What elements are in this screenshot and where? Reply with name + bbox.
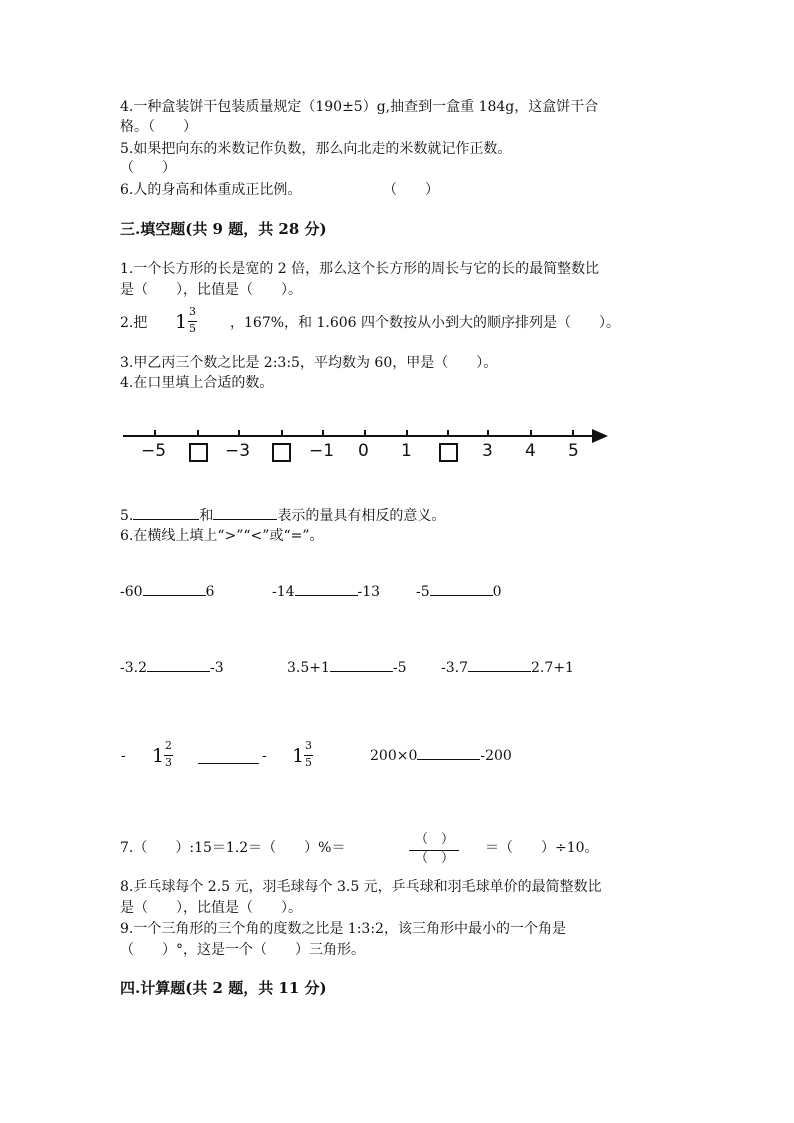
compare-left: 200×0 bbox=[370, 748, 418, 764]
compare-item bbox=[120, 581, 214, 602]
fraction-denominator: 3 bbox=[165, 756, 172, 769]
number-line-label: 3 bbox=[482, 441, 493, 461]
compare-right: 6 bbox=[205, 584, 215, 600]
compare-left: -60 bbox=[120, 584, 143, 600]
compare-item bbox=[287, 657, 407, 678]
compare-item bbox=[441, 657, 574, 678]
fraction-whole: 1 bbox=[152, 745, 165, 767]
fraction-whole: 1 bbox=[175, 311, 188, 333]
compare-right: -3 bbox=[210, 660, 224, 676]
fill-q7-numerator: （ ） bbox=[415, 832, 455, 847]
blank[interactable] bbox=[147, 657, 210, 672]
fraction-numerator: 3 bbox=[305, 739, 312, 752]
number-line-label: 0 bbox=[358, 441, 369, 461]
compare-sign: - bbox=[262, 748, 267, 764]
blank[interactable] bbox=[430, 581, 493, 596]
fill-q2-prefix: 2.把 bbox=[120, 315, 148, 331]
fill-q1-line1: 1.一个长方形的长是宽的 2 倍，那么这个长方形的周长与它的长的最简整数比 bbox=[120, 261, 600, 277]
judge-q5-line2: （ ） bbox=[120, 160, 176, 176]
compare-item bbox=[416, 581, 502, 602]
fill-q1-line2: 是（ ），比值是（ ）。 bbox=[120, 282, 302, 298]
blank[interactable] bbox=[133, 505, 199, 520]
fill-q7-b: ＝（ ）÷10。 bbox=[485, 840, 599, 856]
compare-item bbox=[120, 657, 224, 678]
fill-q9-line1: 9.一个三角形的三个角的度数之比是 1:3:2，该三角形中最小的一个角是 bbox=[120, 921, 566, 937]
compare-right: -200 bbox=[480, 748, 512, 764]
compare-left: -3.2 bbox=[120, 660, 147, 676]
compare-item bbox=[272, 581, 380, 602]
fill-q5-b: 和 bbox=[199, 508, 214, 524]
fill-q5-a: 5. bbox=[120, 508, 134, 524]
compare-left: -14 bbox=[272, 584, 295, 600]
fill-q7-a: 7.（ ）:15＝1.2＝（ ）%＝ bbox=[120, 840, 346, 856]
fill-q5-c: 表示的量具有相反的意义。 bbox=[277, 508, 446, 524]
fill-q6: 6.在横线上填上“>”“<”或“=”。 bbox=[120, 528, 324, 544]
number-line-label: 1 bbox=[401, 441, 412, 461]
answer-box[interactable] bbox=[439, 443, 458, 462]
compare-sign: - bbox=[121, 748, 126, 764]
number-line-label: −3 bbox=[225, 441, 251, 461]
fraction-numerator: 2 bbox=[165, 739, 172, 752]
number-line-label: 5 bbox=[568, 441, 579, 461]
judge-q4-line1: 4.一种盒装饼干包装质量规定（190±5）g,抽查到一盒重 184g，这盒饼干合 bbox=[120, 99, 599, 115]
fill-q7-denominator: （ ） bbox=[415, 851, 455, 866]
fill-q9-line2: （ ）°，这是一个（ ）三角形。 bbox=[120, 942, 365, 958]
fill-q8-line1: 8.乒乓球每个 2.5 元，羽毛球每个 3.5 元，乒乓球和羽毛球单价的最简整数比 bbox=[120, 879, 602, 895]
number-line-arrow bbox=[592, 429, 608, 443]
fill-q3: 3.甲乙丙三个数之比是 2:3:5，平均数为 60，甲是（ ）。 bbox=[120, 355, 498, 371]
fill-q5 bbox=[120, 505, 445, 526]
fraction-whole: 1 bbox=[292, 745, 305, 767]
judge-q6: 6.人的身高和体重成正比例。 bbox=[120, 182, 302, 198]
blank[interactable] bbox=[213, 505, 277, 520]
blank[interactable] bbox=[198, 749, 259, 764]
section4-title: 四.计算题(共 2 题，共 11 分) bbox=[120, 979, 327, 997]
judge-q6-paren: （ ） bbox=[383, 182, 439, 198]
answer-box[interactable] bbox=[189, 443, 208, 462]
compare-item bbox=[370, 745, 512, 766]
compare-right: 0 bbox=[492, 584, 502, 600]
compare-right: -13 bbox=[357, 584, 381, 600]
number-line-label: −1 bbox=[309, 441, 335, 461]
fill-q4: 4.在口里填上合适的数。 bbox=[120, 375, 274, 391]
fill-q2-suffix: ，167%，和 1.606 四个数按从小到大的顺序排列是（ ）。 bbox=[230, 315, 621, 331]
answer-box[interactable] bbox=[272, 443, 291, 462]
blank[interactable] bbox=[468, 657, 531, 672]
blank[interactable] bbox=[143, 581, 206, 596]
fraction-denominator: 5 bbox=[305, 756, 312, 769]
fill-q8-line2: 是（ ），比值是（ ）。 bbox=[120, 900, 302, 916]
fraction-denominator: 5 bbox=[189, 322, 196, 335]
compare-right: 2.7+1 bbox=[531, 660, 574, 676]
blank[interactable] bbox=[295, 581, 358, 596]
number-line-label: −5 bbox=[141, 441, 167, 461]
judge-q4-line2: 格。（ ） bbox=[120, 119, 197, 135]
compare-left: -3.7 bbox=[441, 660, 468, 676]
blank[interactable] bbox=[417, 745, 480, 760]
compare-right: -5 bbox=[392, 660, 407, 676]
judge-q5-line1: 5.如果把向东的米数记作负数，那么向北走的米数就记作正数。 bbox=[120, 141, 512, 157]
compare-left: -5 bbox=[416, 584, 430, 600]
section3-title: 三.填空题(共 9 题，共 28 分) bbox=[120, 220, 327, 238]
fraction-numerator: 3 bbox=[189, 305, 196, 318]
blank[interactable] bbox=[330, 657, 393, 672]
compare-left: 3.5+1 bbox=[287, 660, 330, 676]
number-line-label: 4 bbox=[525, 441, 536, 461]
